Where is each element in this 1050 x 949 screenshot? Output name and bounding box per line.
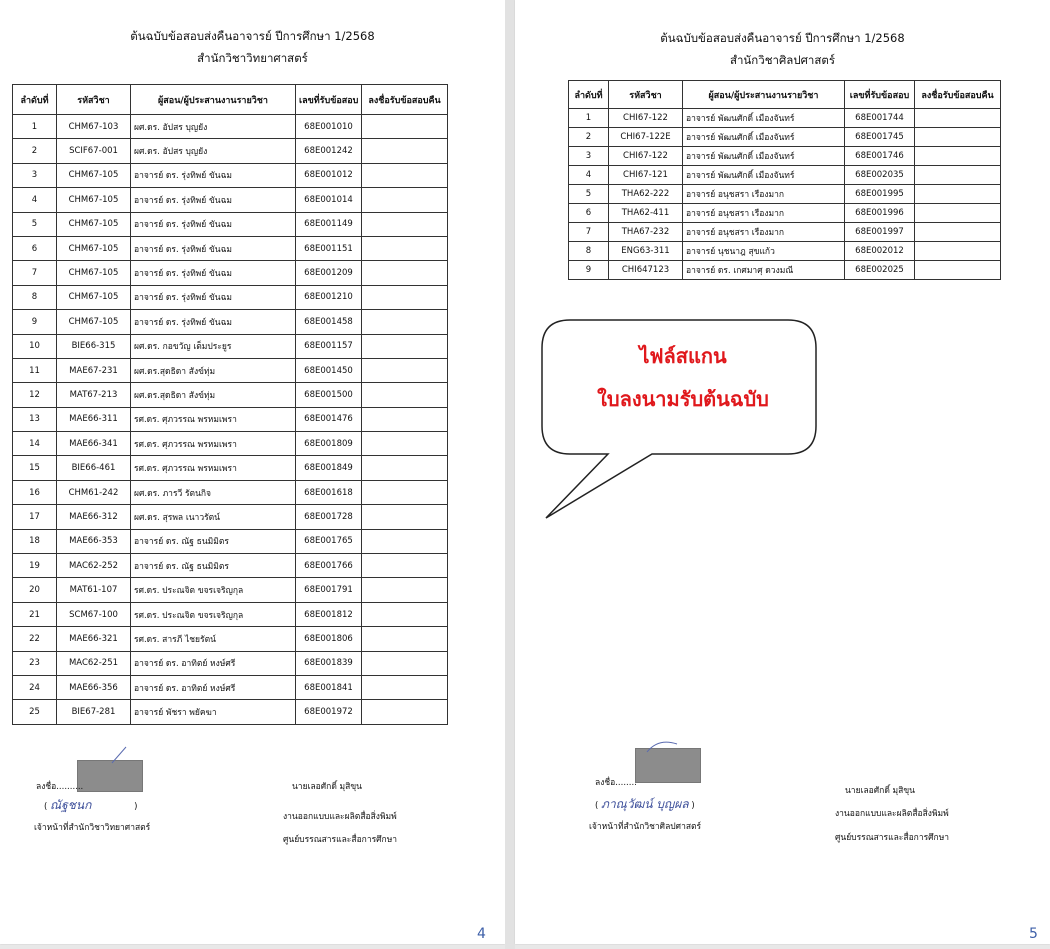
table-row — [13, 456, 448, 480]
course-code-cell: CHM67-105 — [57, 261, 131, 285]
course-code-cell: CHM67-105 — [57, 236, 131, 260]
instructor-cell: อาจารย์ ดร. ณัฐ ธนมิมิตร — [131, 529, 296, 553]
row-number-cell: 24 — [13, 675, 57, 699]
instructor-cell: อาจารย์ ดร. รุ่งทิพย์ ขันฉม — [131, 188, 296, 212]
instructor-cell: อาจารย์ ดร. รุ่งทิพย์ ขันฉม — [131, 212, 296, 236]
table-row — [13, 554, 448, 578]
table-header-row — [569, 81, 1001, 109]
course-code-cell: THA62-222 — [609, 185, 683, 204]
row-number-cell: 25 — [13, 700, 57, 724]
paren-close: ) — [691, 801, 695, 811]
receipt-number-cell: 68E001210 — [296, 285, 362, 309]
table-row — [13, 261, 448, 285]
row-number-cell: 6 — [13, 236, 57, 260]
page-subtitle: สำนักวิชาวิทยาศาสตร์ — [197, 51, 308, 65]
return-signature-cell — [362, 310, 448, 334]
row-number-cell: 3 — [569, 147, 609, 166]
instructor-cell: อาจารย์ อนุชสรา เรืองมาก — [683, 223, 845, 242]
course-code-cell: MAE66-311 — [57, 407, 131, 431]
callout-line2: ใบลงนามรับต้นฉบับ — [597, 387, 769, 411]
receipt-number-cell: 68E002025 — [845, 261, 915, 280]
receipt-number-cell: 68E001766 — [296, 554, 362, 578]
receipt-number-cell: 68E001745 — [845, 128, 915, 147]
receipt-number-cell: 68E001151 — [296, 236, 362, 260]
table-row — [569, 185, 1001, 204]
receipt-number-cell: 68E001450 — [296, 358, 362, 382]
instructor-cell: รศ.ดร. สารภี ไชยรัตน์ — [131, 627, 296, 651]
instructor-cell: อาจารย์ ดร. เกศมาศุ ดวงมณี — [683, 261, 845, 280]
receipt-number-cell: 68E002012 — [845, 242, 915, 261]
row-number-cell: 1 — [569, 109, 609, 128]
sign-label: ลงชื่อ — [595, 778, 616, 788]
row-number-cell: 4 — [13, 188, 57, 212]
row-number-cell: 18 — [13, 529, 57, 553]
table-row — [13, 505, 448, 529]
course-code-cell: MAT61-107 — [57, 578, 131, 602]
instructor-cell: รศ.ดร. ศุภวรรณ พรหมเพรา — [131, 432, 296, 456]
receipt-number-cell: 68E001476 — [296, 407, 362, 431]
return-signature-cell — [362, 627, 448, 651]
instructor-cell: อาจารย์ อนุชสรา เรืองมาก — [683, 204, 845, 223]
callout-line1: ไฟล์สแกน — [639, 344, 727, 368]
receipt-number-cell: 68E002035 — [845, 166, 915, 185]
return-signature-cell — [362, 236, 448, 260]
row-number-cell: 2 — [13, 139, 57, 163]
receipt-number-cell: 68E001157 — [296, 334, 362, 358]
return-signature-cell — [915, 261, 1001, 280]
column-header: เลขที่รับข้อสอบ — [296, 85, 362, 115]
instructor-cell: อาจารย์ พัฒนศักดิ์ เมืองจันทร์ — [683, 166, 845, 185]
table-row — [13, 163, 448, 187]
table-row — [569, 128, 1001, 147]
receipt-number-cell: 68E001242 — [296, 139, 362, 163]
instructor-cell: รศ.ดร. ศุภวรรณ พรหมเพรา — [131, 456, 296, 480]
return-signature-cell — [362, 529, 448, 553]
issuer-name: นายเลอศักดิ์ มุสิขุน — [845, 786, 915, 796]
return-signature-cell — [362, 139, 448, 163]
column-header: เลขที่รับข้อสอบ — [845, 81, 915, 109]
receipt-number-cell: 68E001972 — [296, 700, 362, 724]
return-signature-cell — [915, 242, 1001, 261]
return-signature-cell — [362, 578, 448, 602]
receipt-number-cell: 68E001746 — [845, 147, 915, 166]
return-signature-cell — [915, 109, 1001, 128]
receipt-number-cell: 68E001812 — [296, 602, 362, 626]
receipt-number-cell: 68E001209 — [296, 261, 362, 285]
course-code-cell: CHI67-122E — [609, 128, 683, 147]
column-header: รหัสวิชา — [609, 81, 683, 109]
receipt-number-cell: 68E001995 — [845, 185, 915, 204]
course-code-cell: SCIF67-001 — [57, 139, 131, 163]
course-code-cell: MAT67-213 — [57, 383, 131, 407]
row-number-cell: 14 — [13, 432, 57, 456]
instructor-cell: อาจารย์ ดร. รุ่งทิพย์ ขันฉม — [131, 285, 296, 309]
return-signature-cell — [362, 456, 448, 480]
return-signature-cell — [362, 480, 448, 504]
page-left: ต้นฉบับข้อสอบส่งคืนอาจารย์ ปีการศึกษา 1/2568 สำนักวิชาวิทยาศาสตร์ ลำดับที่ รหัสวิชา ผู้สอน/ผู้ประสานงานรายวิชา เลขที่รับข้อสอบ ลงชื่อรับข้อสอบคืน 1 CHM67-103 ผศ.ดร. อัปสร บุญยัง 68E001010 2 SCIF67-001 ผศ.ดร. อัปสร บุญยัง 68E001242 3 CHM67-105 อาจารย์ ดร. รุ่งทิพย์ ขันฉม 68E001012 4 CHM67-105 อาจารย์ ดร. รุ่งทิพย์ ขันฉม 68E001014 5 CHM67-105 อาจารย์ ดร. รุ่งทิพย์ ขันฉม 68E001149 6 CHM67-105 อาจารย์ ดร. รุ่งทิพย์ ขันฉม 68E001151 7 CHM67-105 อาจารย์ ดร. รุ่งทิพย์ ขันฉม 68E001209 8 CHM67-105 อาจารย์ ดร. รุ่งทิพย์ ขันฉม 68E001210 9 CHM67-105 อาจารย์ ดร. รุ่งทิพย์ ขันฉม 68E001458 10 BIE66-315 ผศ.ดร. กอขวัญ เต็มประยูร 68E001157 11 MAE67-231 ผศ.ดร.สุดธิดา สังข์ทุ่ม 68E001450 12 MAT67-213 ผศ.ดร.สุดธิดา สังข์ทุ่ม 68E001500 13 MAE66-311 รศ.ดร. ศุภวรรณ พรหมเพรา 68E001476 14 MAE66-341 รศ.ดร. ศุภวรรณ พรหมเพรา 68E001809 15 BIE66-461 รศ.ดร. ศุภวรรณ พรหมเพรา 68E001849 16 CHM61-242 ผศ.ดร. ภารวี รัตนกิจ 68E001618 17 MAE66-312 ผศ.ดร. สุรพล เนาวรัตน์ 68E001728 18 MAE66-353 อาจารย์ ดร. ณัฐ ธนมิมิตร 68E001765 19 MAC62-252 อาจารย์ ดร. ณัฐ ธนมิมิตร 68E001766 20 MAT61-107 รศ.ดร. ประณจิต ขจรเจริญกุล 68E001791 21 SCM67-100 รศ.ดร. ประณจิต ขจรเจริญกุล 68E001812 22 MAE66-321 รศ.ดร. สารภี ไชยรัตน์ 68E001806 23 MAC62-251 อาจารย์ ดร. อาทิตย์ หงษ์ศรี 68E001839 24 MAE66-356 อาจารย์ ดร. อาทิตย์ หงษ์ศรี 68E001841 25 BIE67-281 อาจารย์ พัชรา พยัคฆา 68E001972 ลงชื่อ.......... ( ณัฐชนก ) เจ้าหน้าที่สำนักวิชาวิทยาศาสตร์ นายเลอศักดิ์ มุสิขุน งานออกแบบและผลิตสื่อสิ่งพิมพ์ ศูนย์บรรณสารและสื่อการศึกษา 4 — [0, 0, 505, 944]
pen-stroke-icon — [110, 745, 130, 765]
table-row — [13, 115, 448, 139]
handwritten-name: ภาณุวัฒน์ บุญผล — [601, 797, 689, 811]
page-title: ต้นฉบับข้อสอบส่งคืนอาจารย์ ปีการศึกษา 1/2568 — [660, 31, 905, 45]
receipt-number-cell: 68E001744 — [845, 109, 915, 128]
table-row — [13, 700, 448, 724]
course-code-cell: BIE66-315 — [57, 334, 131, 358]
pen-stroke-icon — [645, 738, 679, 758]
receipt-number-cell: 68E001849 — [296, 456, 362, 480]
table-row — [13, 602, 448, 626]
table-row — [13, 627, 448, 651]
signer-role: เจ้าหน้าที่สำนักวิชาศิลปศาสตร์ — [589, 822, 702, 832]
row-number-cell: 10 — [13, 334, 57, 358]
receipt-number-cell: 68E001618 — [296, 480, 362, 504]
instructor-cell: อาจารย์ นุชนาฎ สุขแก้ว — [683, 242, 845, 261]
receipt-number-cell: 68E001809 — [296, 432, 362, 456]
table-row — [13, 212, 448, 236]
return-signature-cell — [915, 166, 1001, 185]
issuer-unit: งานออกแบบและผลิตสื่อสิ่งพิมพ์ — [835, 809, 949, 819]
column-header: ผู้สอน/ผู้ประสานงานรายวิชา — [683, 81, 845, 109]
course-code-cell: CHM67-105 — [57, 188, 131, 212]
paren-open: ( — [595, 801, 599, 811]
instructor-cell: ผศ.ดร. อัปสร บุญยัง — [131, 115, 296, 139]
row-number-cell: 9 — [13, 310, 57, 334]
table-row — [13, 358, 448, 382]
table-row — [569, 109, 1001, 128]
row-number-cell: 1 — [13, 115, 57, 139]
course-code-cell: CHI67-122 — [609, 109, 683, 128]
instructor-cell: อาจารย์ ดร. อาทิตย์ หงษ์ศรี — [131, 675, 296, 699]
row-number-cell: 9 — [569, 261, 609, 280]
instructor-cell: อาจารย์ ดร. อาทิตย์ หงษ์ศรี — [131, 651, 296, 675]
row-number-cell: 4 — [569, 166, 609, 185]
course-code-cell: BIE67-281 — [57, 700, 131, 724]
handwritten-name: ณัฐชนก — [50, 798, 92, 812]
row-number-cell: 19 — [13, 554, 57, 578]
course-code-cell: CHM67-105 — [57, 285, 131, 309]
table-row — [13, 529, 448, 553]
table-row — [13, 334, 448, 358]
row-number-cell: 5 — [569, 185, 609, 204]
return-signature-cell — [362, 432, 448, 456]
receipt-number-cell: 68E001806 — [296, 627, 362, 651]
row-number-cell: 5 — [13, 212, 57, 236]
receipt-number-cell: 68E001997 — [845, 223, 915, 242]
instructor-cell: ผศ.ดร. ภารวี รัตนกิจ — [131, 480, 296, 504]
receipt-number-cell: 68E001791 — [296, 578, 362, 602]
row-number-cell: 22 — [13, 627, 57, 651]
return-signature-cell — [362, 383, 448, 407]
row-number-cell: 23 — [13, 651, 57, 675]
table-body — [13, 115, 448, 725]
return-signature-cell — [362, 505, 448, 529]
table-row — [569, 242, 1001, 261]
course-code-cell: MAC62-251 — [57, 651, 131, 675]
return-signature-cell — [362, 651, 448, 675]
course-code-cell: MAE67-231 — [57, 358, 131, 382]
course-code-cell: MAE66-353 — [57, 529, 131, 553]
column-header: ผู้สอน/ผู้ประสานงานรายวิชา — [131, 85, 296, 115]
instructor-cell: อาจารย์ อนุชสรา เรืองมาก — [683, 185, 845, 204]
column-header: ลำดับที่ — [569, 81, 609, 109]
row-number-cell: 7 — [13, 261, 57, 285]
row-number-cell: 8 — [569, 242, 609, 261]
table-row — [13, 310, 448, 334]
table-row — [13, 675, 448, 699]
receipt-number-cell: 68E001765 — [296, 529, 362, 553]
return-signature-cell — [362, 261, 448, 285]
row-number-cell: 3 — [13, 163, 57, 187]
receipt-number-cell: 68E001728 — [296, 505, 362, 529]
page-number: 5 — [1029, 926, 1038, 942]
paren-open: ( — [44, 802, 48, 812]
course-code-cell: BIE66-461 — [57, 456, 131, 480]
receipt-number-cell: 68E001839 — [296, 651, 362, 675]
return-signature-cell — [915, 223, 1001, 242]
table-row — [13, 383, 448, 407]
row-number-cell: 6 — [569, 204, 609, 223]
row-number-cell: 7 — [569, 223, 609, 242]
receipt-number-cell: 68E001014 — [296, 188, 362, 212]
row-number-cell: 2 — [569, 128, 609, 147]
page-right: ต้นฉบับข้อสอบส่งคืนอาจารย์ ปีการศึกษา 1/2568 สำนักวิชาศิลปศาสตร์ ลำดับที่ รหัสวิชา ผู้สอน/ผู้ประสานงานรายวิชา เลขที่รับข้อสอบ ลงชื่อรับข้อสอบคืน 1 CHI67-122 อาจารย์ พัฒนศักดิ์ เมืองจันทร์ 68E001744 2 CHI67-122E อาจารย์ พัฒนศักดิ์ เมืองจันทร์ 68E001745 3 CHI67-122 อาจารย์ พัฒนศักดิ์ เมืองจันทร์ 68E001746 4 CHI67-121 อาจารย์ พัฒนศักดิ์ เมืองจันทร์ 68E002035 5 THA62-222 อาจารย์ อนุชสรา เรืองมาก 68E001995 6 THA62-411 อาจารย์ อนุชสรา เรืองมาก 68E001996 7 THA67-232 อาจารย์ อนุชสรา เรืองมาก 68E001997 8 ENG63-311 อาจารย์ นุชนาฎ สุขแก้ว 68E002012 9 CHI647123 อาจารย์ ดร. เกศมาศุ ดวงมณี 68E002025 ลงชื่อ........ ( ภาณุวัฒน์ บุญผล ) เจ้าหน้าที่สำนักวิชาศิลปศาสตร์ นายเลอศักดิ์ มุสิขุน งานออกแบบและผลิตสื่อสิ่งพิมพ์ ศูนย์บรรณสารและสื่อการศึกษา 5 — [515, 0, 1050, 944]
issuer-unit: งานออกแบบและผลิตสื่อสิ่งพิมพ์ — [283, 812, 397, 822]
table-row — [13, 285, 448, 309]
course-code-cell: MAE66-356 — [57, 675, 131, 699]
course-code-cell: SCM67-100 — [57, 602, 131, 626]
row-number-cell: 16 — [13, 480, 57, 504]
paren-close: ) — [134, 802, 138, 812]
issuer-center: ศูนย์บรรณสารและสื่อการศึกษา — [835, 833, 950, 843]
receipt-number-cell: 68E001149 — [296, 212, 362, 236]
receipt-number-cell: 68E001841 — [296, 675, 362, 699]
row-number-cell: 12 — [13, 383, 57, 407]
course-code-cell: CHM67-105 — [57, 310, 131, 334]
table-row — [13, 407, 448, 431]
row-number-cell: 20 — [13, 578, 57, 602]
receipt-number-cell: 68E001458 — [296, 310, 362, 334]
row-number-cell: 17 — [13, 505, 57, 529]
instructor-cell: อาจารย์ พัฒนศักดิ์ เมืองจันทร์ — [683, 147, 845, 166]
column-header: ลงชื่อรับข้อสอบคืน — [915, 81, 1001, 109]
return-signature-cell — [362, 554, 448, 578]
course-code-cell: MAE66-341 — [57, 432, 131, 456]
column-header: ลำดับที่ — [13, 85, 57, 115]
table-body — [569, 109, 1001, 280]
return-signature-cell — [362, 602, 448, 626]
exam-return-table — [12, 84, 448, 725]
return-signature-cell — [362, 163, 448, 187]
return-signature-cell — [915, 128, 1001, 147]
instructor-cell: รศ.ดร. ประณจิต ขจรเจริญกุล — [131, 578, 296, 602]
receipt-number-cell: 68E001010 — [296, 115, 362, 139]
page-number: 4 — [477, 926, 486, 942]
instructor-cell: อาจารย์ ดร. รุ่งทิพย์ ขันฉม — [131, 163, 296, 187]
table-row — [569, 261, 1001, 280]
return-signature-cell — [362, 358, 448, 382]
instructor-cell: ผศ.ดร.สุดธิดา สังข์ทุ่ม — [131, 383, 296, 407]
return-signature-cell — [362, 188, 448, 212]
receipt-number-cell: 68E001500 — [296, 383, 362, 407]
return-signature-cell — [362, 285, 448, 309]
course-code-cell: THA67-232 — [609, 223, 683, 242]
table-row — [13, 578, 448, 602]
return-signature-cell — [915, 185, 1001, 204]
course-code-cell: THA62-411 — [609, 204, 683, 223]
row-number-cell: 8 — [13, 285, 57, 309]
receipt-number-cell: 68E001996 — [845, 204, 915, 223]
instructor-cell: รศ.ดร. ศุภวรรณ พรหมเพรา — [131, 407, 296, 431]
instructor-cell: ผศ.ดร. สุรพล เนาวรัตน์ — [131, 505, 296, 529]
table-row — [13, 651, 448, 675]
return-signature-cell — [915, 147, 1001, 166]
course-code-cell: CHM67-105 — [57, 212, 131, 236]
instructor-cell: รศ.ดร. ประณจิต ขจรเจริญกุล — [131, 602, 296, 626]
instructor-cell: อาจารย์ ดร. รุ่งทิพย์ ขันฉม — [131, 236, 296, 260]
table-row — [13, 432, 448, 456]
instructor-cell: อาจารย์ พัฒนศักดิ์ เมืองจันทร์ — [683, 128, 845, 147]
course-code-cell: CHM61-242 — [57, 480, 131, 504]
table-header-row — [13, 85, 448, 115]
return-signature-cell — [915, 204, 1001, 223]
table-row — [13, 236, 448, 260]
instructor-cell: ผศ.ดร.สุดธิดา สังข์ทุ่ม — [131, 358, 296, 382]
sign-label: ลงชื่อ — [36, 782, 57, 792]
instructor-cell: อาจารย์ พัฒนศักดิ์ เมืองจันทร์ — [683, 109, 845, 128]
course-code-cell: CHI67-121 — [609, 166, 683, 185]
course-code-cell: MAE66-312 — [57, 505, 131, 529]
page-subtitle: สำนักวิชาศิลปศาสตร์ — [729, 53, 836, 67]
course-code-cell: MAC62-252 — [57, 554, 131, 578]
row-number-cell: 21 — [13, 602, 57, 626]
instructor-cell: อาจารย์ ดร. ณัฐ ธนมิมิตร — [131, 554, 296, 578]
column-header: รหัสวิชา — [57, 85, 131, 115]
signer-role: เจ้าหน้าที่สำนักวิชาวิทยาศาสตร์ — [34, 823, 151, 833]
course-code-cell: CHM67-103 — [57, 115, 131, 139]
page-gutter — [505, 0, 515, 949]
course-code-cell: CHM67-105 — [57, 163, 131, 187]
row-number-cell: 13 — [13, 407, 57, 431]
table-row — [569, 166, 1001, 185]
return-signature-cell — [362, 407, 448, 431]
instructor-cell: อาจารย์ ดร. รุ่งทิพย์ ขันฉม — [131, 261, 296, 285]
row-number-cell: 11 — [13, 358, 57, 382]
return-signature-cell — [362, 212, 448, 236]
table-row — [569, 147, 1001, 166]
row-number-cell: 15 — [13, 456, 57, 480]
course-code-cell: MAE66-321 — [57, 627, 131, 651]
receipt-number-cell: 68E001012 — [296, 163, 362, 187]
table-row — [569, 223, 1001, 242]
course-code-cell: CHI647123 — [609, 261, 683, 280]
issuer-name: นายเลอศักดิ์ มุสิขุน — [292, 782, 362, 792]
return-signature-cell — [362, 675, 448, 699]
return-signature-cell — [362, 700, 448, 724]
return-signature-cell — [362, 334, 448, 358]
exam-return-table — [568, 80, 1001, 280]
table-row — [13, 480, 448, 504]
page-title: ต้นฉบับข้อสอบส่งคืนอาจารย์ ปีการศึกษา 1/2568 — [130, 29, 375, 43]
issuer-center: ศูนย์บรรณสารและสื่อการศึกษา — [283, 835, 398, 845]
instructor-cell: ผศ.ดร. กอขวัญ เต็มประยูร — [131, 334, 296, 358]
instructor-cell: ผศ.ดร. อัปสร บุญยัง — [131, 139, 296, 163]
return-signature-cell — [362, 115, 448, 139]
table-row — [569, 204, 1001, 223]
course-code-cell: ENG63-311 — [609, 242, 683, 261]
table-row — [13, 139, 448, 163]
table-row — [13, 188, 448, 212]
instructor-cell: อาจารย์ พัชรา พยัคฆา — [131, 700, 296, 724]
instructor-cell: อาจารย์ ดร. รุ่งทิพย์ ขันฉม — [131, 310, 296, 334]
column-header: ลงชื่อรับข้อสอบคืน — [362, 85, 448, 115]
course-code-cell: CHI67-122 — [609, 147, 683, 166]
